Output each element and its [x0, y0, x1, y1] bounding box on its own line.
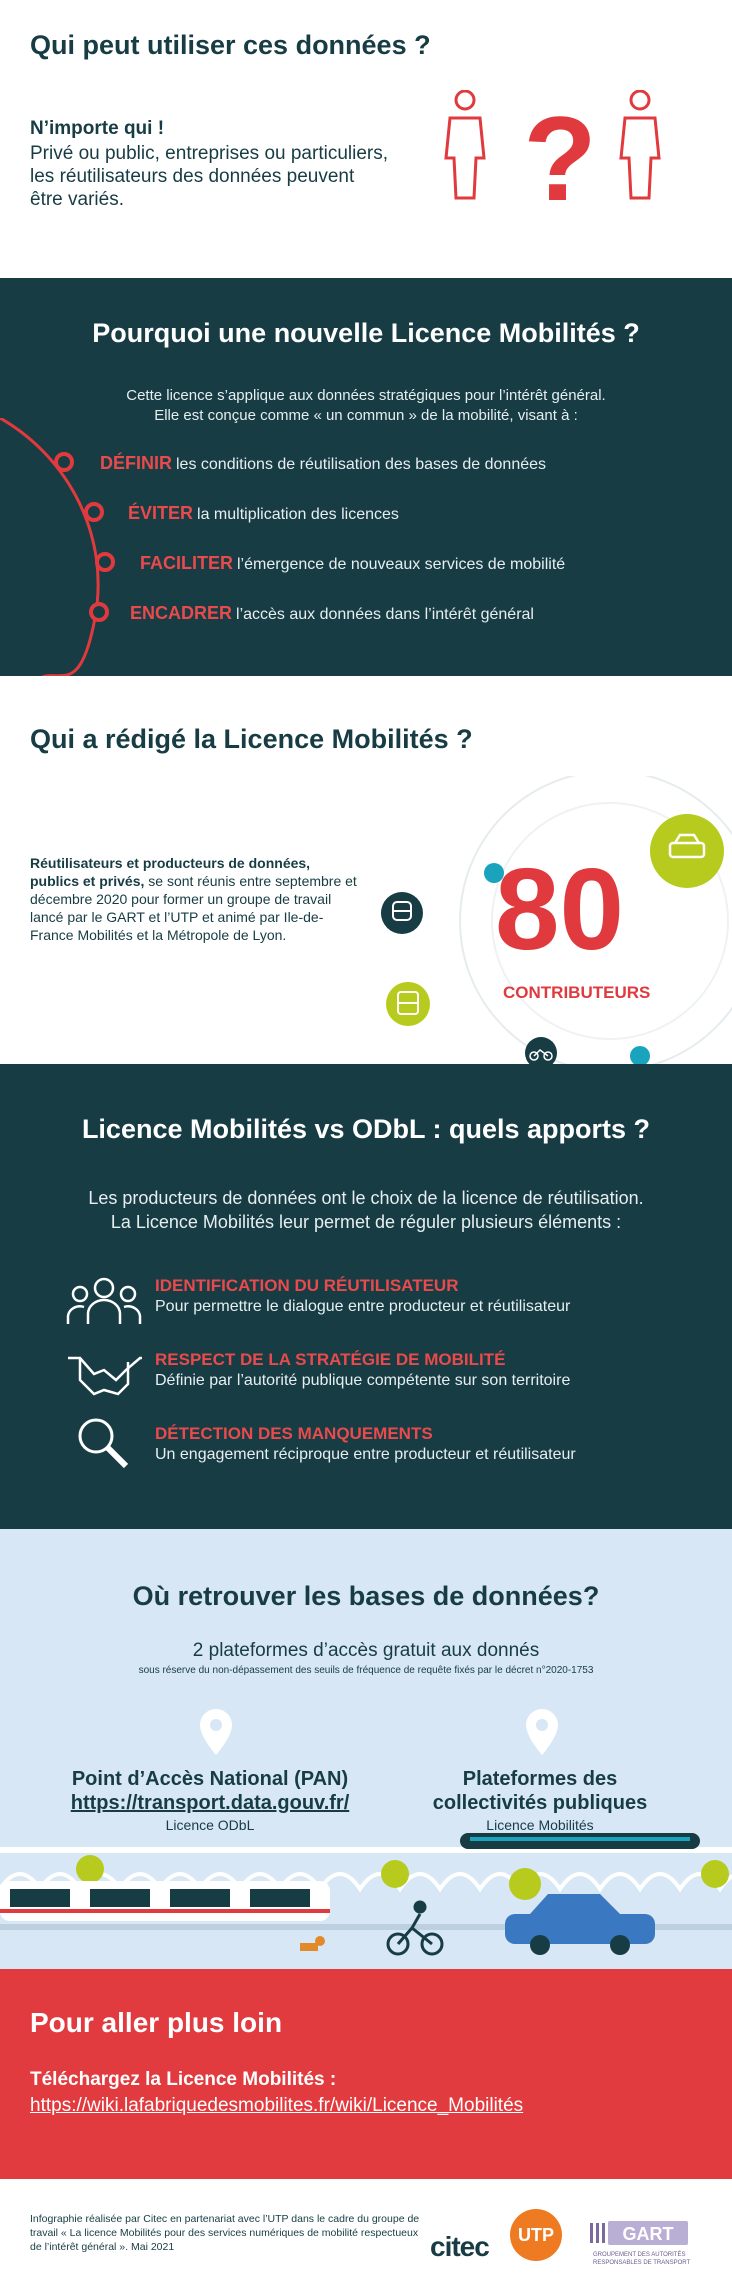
step-verb: FACILITER [140, 553, 233, 573]
collectivites-column [390, 1767, 690, 1833]
footer [0, 2179, 732, 2296]
step-marker-icon [82, 500, 106, 524]
step-eviter [128, 503, 399, 524]
location-pin-icon [196, 1707, 236, 1757]
people-group-icon [66, 1274, 142, 1330]
question-mark-icon: ? [523, 92, 597, 226]
step-verb: ÉVITER [128, 503, 194, 523]
handshake-icon [66, 1348, 142, 1398]
step-verb: DÉFINIR [100, 453, 172, 473]
metro-icon [381, 892, 423, 934]
item-title: IDENTIFICATION DU RÉUTILISATEUR [155, 1276, 459, 1295]
pan-link[interactable]: https://transport.data.gouv.fr/ [70, 1792, 350, 1814]
why-intro-line2: Elle est conçue comme « un commun » de la mobilité, visant à : [154, 407, 578, 424]
collectivites-license: Licence Mobilités [486, 1817, 594, 1833]
pan-license: Licence ODbL [165, 1817, 255, 1833]
car-illustration [505, 1894, 655, 1955]
why-section [0, 278, 732, 676]
step-verb: ENCADRER [130, 603, 233, 623]
who-body: Privé ou public, entreprises ou particuliers, les réutilisateurs des données peuvent être variés. [30, 143, 389, 210]
item-desc: Pour permettre le dialogue entre producteur et réutilisateur [155, 1298, 571, 1315]
authors-section [0, 676, 732, 1064]
who-lead: N’importe qui ! [30, 118, 165, 139]
who-title: Qui peut utiliser ces données ? [30, 30, 431, 60]
authors-text-bold: Réutilisateurs et producteurs de données, publics et privés, [30, 855, 311, 889]
step-encadrer [130, 603, 534, 624]
platforms-line: 2 plateformes d’accès gratuit aux donnés [192, 1640, 540, 1661]
step-text: la multiplication des licences [197, 506, 399, 523]
item-desc: Un engagement réciproque entre producteur et réutilisateur [155, 1446, 576, 1463]
bike-icon [525, 1037, 557, 1064]
item-title: RESPECT DE LA STRATÉGIE DE MOBILITÉ [155, 1350, 506, 1369]
step-marker-icon [52, 450, 76, 474]
compare-item-strategy [155, 1350, 570, 1390]
where-title: Où retrouver les bases de données? [132, 1581, 600, 1611]
pan-column [30, 1767, 390, 1833]
pan-title: Point d’Accès National (PAN) [71, 1768, 349, 1790]
utp-logo: UTP [510, 2209, 562, 2261]
person-left-icon [446, 91, 484, 198]
more-section [0, 1969, 732, 2179]
footer-credit: Infographie réalisée par Citec en partenariat avec l’UTP dans le cadre du groupe de travail « La licence Mobilités pour des services numériques de mobilité respectueux de l’intérêt général ». Mai 2021 [30, 2213, 420, 2253]
contributors-count: 80 [495, 844, 625, 974]
person-right-icon [621, 91, 659, 198]
compare-section [0, 1064, 732, 1529]
compare-item-identification [155, 1276, 570, 1316]
compare-intro [20, 1186, 712, 1234]
car-icon [650, 814, 724, 888]
where-section [0, 1529, 732, 1969]
location-pin-icon [522, 1707, 562, 1757]
collectivites-title-line2: collectivités publiques [432, 1792, 648, 1814]
item-desc: Définie par l’autorité publique compétente sur son territoire [155, 1372, 571, 1389]
citec-logo: citec [430, 2231, 489, 2262]
dog-icon [300, 1936, 325, 1951]
step-marker-icon [87, 600, 111, 624]
step-faciliter [140, 553, 565, 574]
item-title: DÉTECTION DES MANQUEMENTS [155, 1424, 433, 1443]
tram [0, 1881, 330, 1921]
step-marker-icon [93, 550, 117, 574]
licence-wiki-link[interactable]: https://wiki.lafabriquedesmobilites.fr/wiki/Licence_Mobilités [30, 2095, 524, 2116]
gart-subtitle: GROUPEMENT DES AUTORITÉS RESPONSABLES DE TRANSPORT [593, 2252, 691, 2266]
compare-title: Licence Mobilités vs ODbL : quels apports ? [81, 1114, 651, 1144]
step-text: les conditions de réutilisation des bases de données [176, 456, 547, 473]
teal-dot-icon [630, 1046, 650, 1064]
who-section [0, 0, 732, 278]
compare-item-detection [155, 1424, 576, 1464]
step-text: l’émergence de nouveaux services de mobilité [237, 556, 566, 573]
step-definir [100, 453, 546, 474]
authors-text-rest: se sont réunis entre septembre et décembre 2020 pour former un groupe de travail lancé par le GART et l’UTP et animé par Ile-de-France Mobilités et la Métropole de Lyon. [30, 873, 357, 943]
compare-intro-line1: Les producteurs de données ont le choix de la licence de réutilisation. [88, 1188, 644, 1208]
gart-logo-text: GART [622, 2224, 674, 2244]
platforms-note: sous réserve du non-dépassement des seuils de fréquence de requête fixés par le décret n°2020-1753 [138, 1665, 594, 1676]
people-question-illustration [440, 90, 680, 240]
why-intro-line1: Cette licence s’applique aux données stratégiques pour l’intérêt général. [126, 387, 606, 404]
bus-icon [386, 982, 430, 1026]
why-title: Pourquoi une nouvelle Licence Mobilités ? [92, 318, 640, 348]
contributors-label: CONTRIBUTEURS [503, 983, 651, 1002]
high-speed-train [460, 1833, 700, 1849]
magnifier-icon [74, 1414, 134, 1474]
more-title: Pour aller plus loin [30, 2007, 283, 2038]
compare-intro-line2: La Licence Mobilités leur permet de réguler plusieurs éléments : [110, 1212, 622, 1232]
step-text: l’accès aux données dans l’intérêt général [236, 606, 534, 623]
download-label: Téléchargez la Licence Mobilités : [30, 2069, 337, 2090]
gart-logo [590, 2219, 700, 2249]
transport-scene-illustration [0, 1829, 732, 1969]
authors-title: Qui a rédigé la Licence Mobilités ? [30, 724, 473, 754]
collectivites-title-line1: Plateformes des [462, 1768, 618, 1790]
authors-text [30, 854, 360, 944]
